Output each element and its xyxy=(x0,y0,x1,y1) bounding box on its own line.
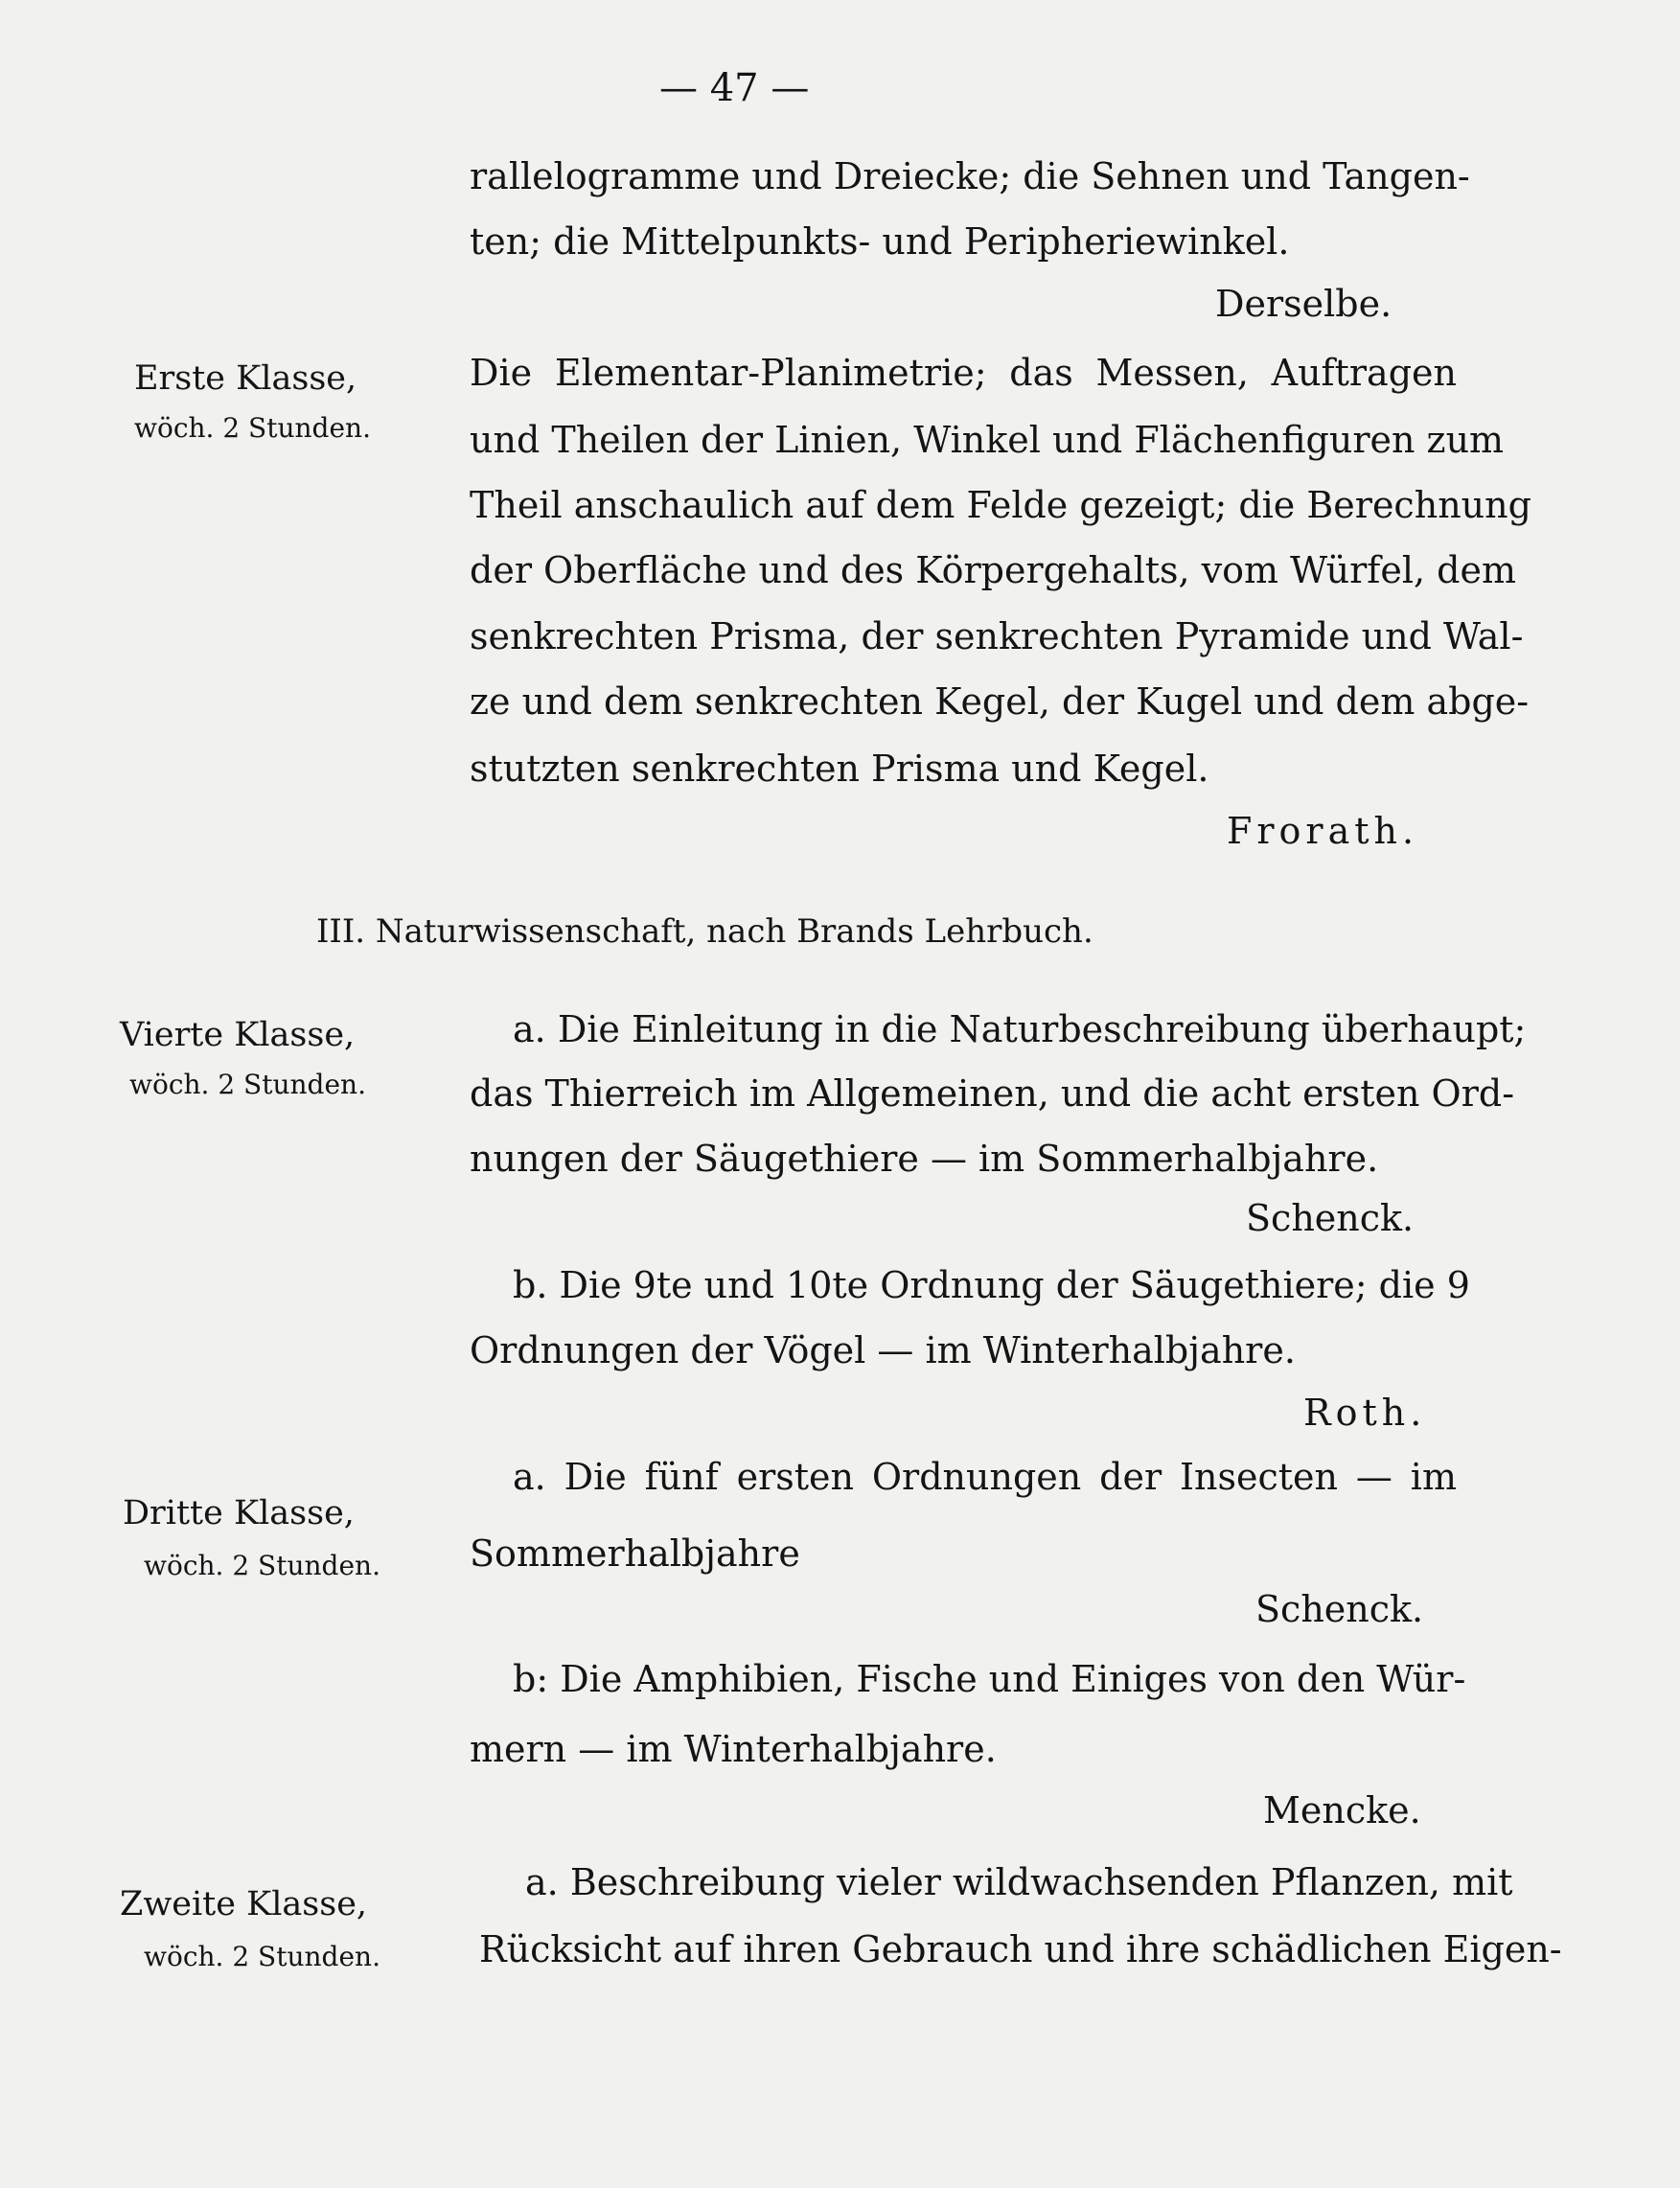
text-line: und Theilen der Linien, Winkel und Flächenfiguren zum xyxy=(470,419,1505,461)
text-line: Rücksicht auf ihren Gebrauch und ihre schädlichen Eigen- xyxy=(479,1928,1562,1970)
section-heading: III. Naturwissenschaft, nach Brands Lehrbuch. xyxy=(316,912,1093,951)
text-line: ze und dem senkrechten Kegel, der Kugel und dem abge- xyxy=(470,680,1530,723)
text-line: mern — im Winterhalbjahre. xyxy=(470,1728,997,1770)
text-line: b: Die Amphibien, Fische und Einiges von den Wür- xyxy=(513,1658,1466,1700)
class-hours: wöch. 2 Stunden. xyxy=(144,1941,380,1972)
author-signature: Derselbe. xyxy=(1215,283,1392,325)
text-line: a. Die Einleitung in die Naturbeschreibung überhaupt; xyxy=(513,1008,1527,1050)
text-line: rallelogramme und Dreiecke; die Sehnen und Tangen- xyxy=(470,155,1470,197)
author-signature: Mencke. xyxy=(1263,1789,1421,1831)
text-line: Die Elementar-Planimetrie; das Messen, Auftragen xyxy=(470,352,1457,394)
class-label: Dritte Klasse, xyxy=(123,1494,355,1532)
text-line: senkrechten Prisma, der senkrechten Pyramide und Wal- xyxy=(470,615,1524,657)
text-line: der Oberfläche und des Körpergehalts, vom Würfel, dem xyxy=(470,549,1516,591)
author-signature: Roth. xyxy=(1303,1392,1427,1434)
class-hours: wöch. 2 Stunden. xyxy=(129,1069,366,1100)
author-signature: Frorath. xyxy=(1227,810,1419,852)
text-line: Sommerhalbjahre xyxy=(470,1532,800,1575)
page-number: — 47 — xyxy=(659,66,810,110)
text-line: ten; die Mittelpunkts- und Peripheriewinkel. xyxy=(470,220,1290,263)
text-line: das Thierreich im Allgemeinen, und die acht ersten Ord- xyxy=(470,1072,1515,1115)
class-hours: wöch. 2 Stunden. xyxy=(134,412,371,444)
text-line: Ordnungen der Vögel — im Winterhalbjahre. xyxy=(470,1329,1296,1371)
class-label: Zweite Klasse, xyxy=(120,1885,368,1923)
author-signature: Schenck. xyxy=(1246,1197,1415,1239)
text-line: a. Die fünf ersten Ordnungen der Insecten — im xyxy=(513,1456,1457,1498)
text-line: Theil anschaulich auf dem Felde gezeigt; die Berechnung xyxy=(470,484,1531,526)
class-label: Erste Klasse, xyxy=(134,359,357,398)
text-line: nungen der Säugethiere — im Sommerhalbjahre. xyxy=(470,1138,1379,1180)
author-signature: Schenck. xyxy=(1255,1588,1424,1630)
text-line: stutzten senkrechten Prisma und Kegel. xyxy=(470,748,1209,790)
class-hours: wöch. 2 Stunden. xyxy=(144,1550,380,1581)
text-line: b. Die 9te und 10te Ordnung der Säugethiere; die 9 xyxy=(513,1264,1470,1306)
class-label: Vierte Klasse, xyxy=(120,1016,356,1054)
text-line: a. Beschreibung vieler wildwachsenden Pflanzen, mit xyxy=(525,1861,1513,1903)
